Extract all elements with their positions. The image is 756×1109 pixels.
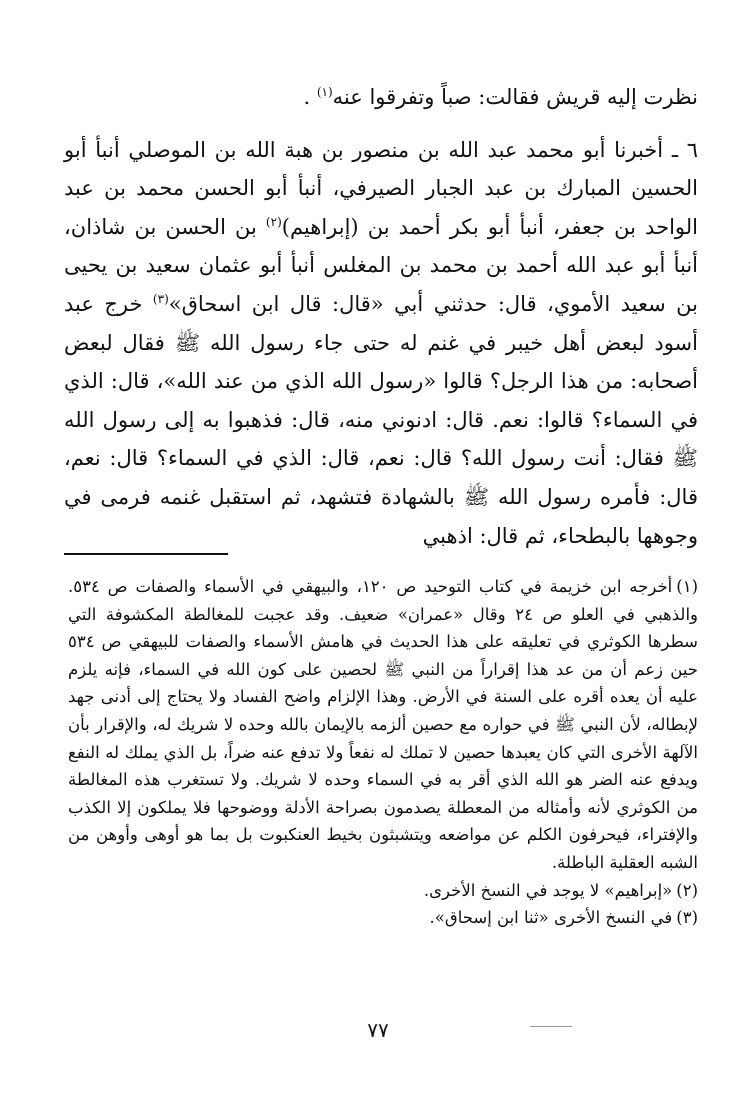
footnote-number: (٢): [676, 880, 698, 900]
paragraph-part-b: بن الحسن بن شاذان، أنبأ أبو عبد الله أحمد بن محمد بن المغلس أنبأ أبو عثمان سعيد بن يحيى بن سعيد الأموي، قال: حدثني أبي «قال: قال ابن اسحاق»: [64, 214, 698, 316]
hadith-paragraph: [64, 131, 698, 556]
lead-line-end: .: [303, 85, 317, 109]
main-text: [64, 78, 698, 555]
footnote-text: أخرجه ابن خزيمة في كتاب التوحيد ص ١٢٠، والبيهقي في الأسماء والصفات ص ٥٣٤. والذهبي في العلو ص ٢٤ وقال «عمران» ضعيف. وقد عجبت للمغالطة المكشوفة التي سطرها الكوثري في تعليقه على هذا الحديث في هامش الأسماء والصفات للبيهقي ص ٥٣٤ حين زعم أن من عد هذا إقراراً من النبي ﷺ لحصين على كون الله في السماء، فإنه يلزم عليه أن يعده أقره على السنة في الأرض. وهذا الإلزام واضح الفساد ولا يحتاج إلى أدنى جهد لإبطاله، لأن النبي ﷺ في حواره مع حصين ألزمه بالإيمان بالله وحده لا شريك له، والإقرار بأن الآلهة الأخرى التي كان يعبدها حصين لا تملك له نفعاً ولا تدفع عنه ضراً، بل الذي يملك له النفع ويدفع عنه الضر هو الله الذي أقر به في السماء وحده لا شريك. ولا تستغرب هذه المغالطة من الكوثري لأنه وأمثاله من المعطلة يصدمون بصراحة الأدلة ووضوحها فلا يملكون إلا الكذب والإفتراء، فيحرفون الكلم عن مواضعه ويتشبثون بخيط العنكبوت بل بما هو أوهى وأوهن من الشبه العقلية الباطلة.: [68, 577, 698, 872]
footnote-item: [68, 904, 698, 932]
footnote-divider: [64, 553, 228, 555]
footnote-text: «إبراهيم» لا يوجد في النسخ الأخرى.: [423, 880, 673, 900]
footnote-ref-3: (٣): [152, 291, 169, 306]
footnotes: [68, 573, 698, 932]
footnote-item: [68, 877, 698, 905]
paragraph-part-c: خرج عبد أسود لبعض أهل خيبر في غنم له حتى جاء رسول الله ﷺ فقال لبعض أصحابه: من هذا الرجل؟ قالوا «رسول الله الذي من عند الله»، قال: الذي في السماء؟ قالوا: نعم. قال: ادنوني منه، قال: فذهبوا به إلى رسول الله ﷺ فقال: أنت رسول الله؟ قال: نعم، قال: الذي في السماء؟ قال: نعم، قال: فأمره رسول الله ﷺ بالشهادة فتشهد، ثم استقبل غنمه فرمى في وجوهها بالبطحاء، ثم قال: اذهبي: [64, 291, 698, 548]
lead-line: [64, 78, 698, 117]
footnote-ref-2: (٢): [265, 214, 282, 229]
page-number: ٧٧: [367, 1018, 389, 1042]
footnote-text: في النسخ الأخرى «ثنا ابن إسحاق».: [429, 908, 673, 928]
footnote-number: (٣): [676, 908, 698, 928]
footnote-number: (١): [676, 577, 698, 596]
scan-mark: [530, 1026, 572, 1027]
lead-line-text: نظرت إليه قريش فقالت: صباً وتفرقوا عنه: [332, 85, 698, 109]
footnote-ref-1: (١): [316, 85, 333, 99]
paragraph-part-a: ٦ ـ أخبرنا أبو محمد عبد الله بن منصور بن هبة الله بن الموصلي أنبأ أبو الحسين المبارك بن عبد الجبار الصيرفي، أنبأ أبو الحسن محمد بن عبد الواحد بن جعفر، أنبأ أبو بكر أحمد بن (إبراهيم): [64, 137, 698, 239]
footnote-item: [68, 573, 698, 877]
